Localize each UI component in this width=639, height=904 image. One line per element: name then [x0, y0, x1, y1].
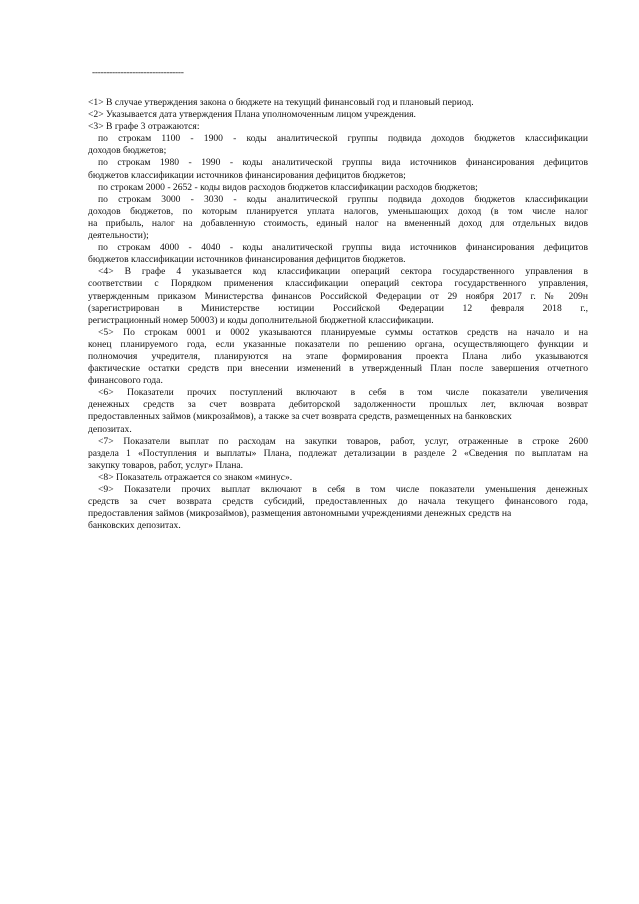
footnote-line: бюджетов классификации источников финансирования дефицитов бюджетов.	[88, 254, 406, 266]
footnote-line: соответствии с Порядком применения классификации операций сектора государственного управления,	[88, 278, 588, 290]
footnote-separator: --------------------------------	[92, 68, 184, 78]
footnote-line: <6> Показатели прочих поступлений включают в себя в том числе показатели увеличения	[98, 387, 588, 399]
footnote-line: на прибыль, налог на добавленную стоимость, единый налог на вмененный доход для отдельных видов	[88, 217, 588, 229]
footnote-line: бюджетов классификации источников финансирования дефицитов бюджетов;	[88, 169, 406, 181]
footnote-line: предоставления займов (микрозаймов), размещения автономными учреждениями денежных средств на	[88, 508, 512, 520]
footnote-line: полномочия учредителя, планируются на этапе формирования проекта Плана либо указываются	[88, 350, 588, 362]
footnote-line: <9> Показатели прочих выплат включают в себя в том числе показатели уменьшения денежных	[98, 484, 588, 495]
footnote-line: предоставленных займов (микрозаймов), а также за счет возврата средств, размещенных на банковских	[88, 411, 512, 423]
footnote-line: средств за счет возврата средств субсидий, предоставленных до начала текущего финансового года,	[88, 496, 588, 508]
footnote-line: (зарегистрирован в Министерстве юстиции Российской Федерации 12 февраля 2018 г.,	[88, 302, 588, 314]
footnote-line: по строкам 2000 - 2652 - коды видов расходов бюджетов классификации расходов бюджетов;	[98, 181, 478, 193]
footnote-line: по строкам 4000 - 4040 - коды аналитической группы вида источников финансирования дефицитов	[98, 242, 588, 254]
footnote-line: финансового года.	[88, 375, 163, 387]
footnote-line: <8> Показатель отражается со знаком «минус».	[98, 471, 293, 483]
footnote-line: <7> Показатели выплат по расходам на закупки товаров, работ, услуг, отраженные в строке 2600	[98, 435, 588, 447]
footnote-line: деятельности);	[88, 230, 149, 242]
footnote-line: регистрационный номер 50003) и коды дополнительной бюджетной классификации.	[88, 314, 434, 326]
footnote-line: по строкам 1980 - 1990 - коды аналитической группы вида источников финансирования дефицитов	[98, 157, 588, 169]
footnote-line: фактические остатки средств при внесении изменений в утвержденный План после завершения отчетного	[88, 363, 588, 375]
footnote-line: <4> В графе 4 указывается код классификации операций сектора государственного управления в	[98, 266, 588, 278]
footnote-line: денежных средств за счет возврата дебиторской задолженности прошлых лет, включая возврат	[88, 399, 588, 411]
footnote-line: закупку товаров, работ, услуг» Плана.	[88, 459, 244, 471]
footnote-line: конец планируемого года, если указанные показатели по решению органа, осуществляющего функции и	[88, 338, 588, 350]
footnote-line: <2> Указывается дата утверждения Плана уполномоченным лицом учреждения.	[88, 109, 416, 121]
footnote-line: <5> По строкам 0001 и 0002 указываются планируемые суммы остатков средств на начало и на	[98, 326, 588, 338]
footnote-line: утвержденным приказом Министерства финансов Российской Федерации от 29 ноября 2017 г. № 209н	[88, 290, 588, 302]
footnote-line: по строкам 1100 - 1900 - коды аналитической группы подвида доходов бюджетов классификации	[98, 133, 588, 145]
footnote-line: по строкам 3000 - 3030 - коды аналитической группы подвида доходов бюджетов классификации	[98, 193, 588, 205]
footnote-line: депозитах.	[88, 423, 132, 435]
footnote-line: <3> В графе 3 отражаются:	[88, 121, 200, 133]
footnote-line: банковских депозитах.	[88, 520, 181, 532]
footnote-line: доходов бюджетов, по которым планируется уплата налогов, уменьшающих доход (в том числе налог	[88, 205, 588, 217]
footnote-line: раздела 1 «Поступления и выплаты» Плана, подлежат детализации в разделе 2 «Сведения по выплатам на	[88, 447, 588, 459]
footnotes-block	[88, 97, 588, 532]
footnote-line: <1> В случае утверждения закона о бюджете на текущий финансовый год и плановый период.	[88, 97, 474, 108]
footnote-line: доходов бюджетов;	[88, 145, 167, 157]
